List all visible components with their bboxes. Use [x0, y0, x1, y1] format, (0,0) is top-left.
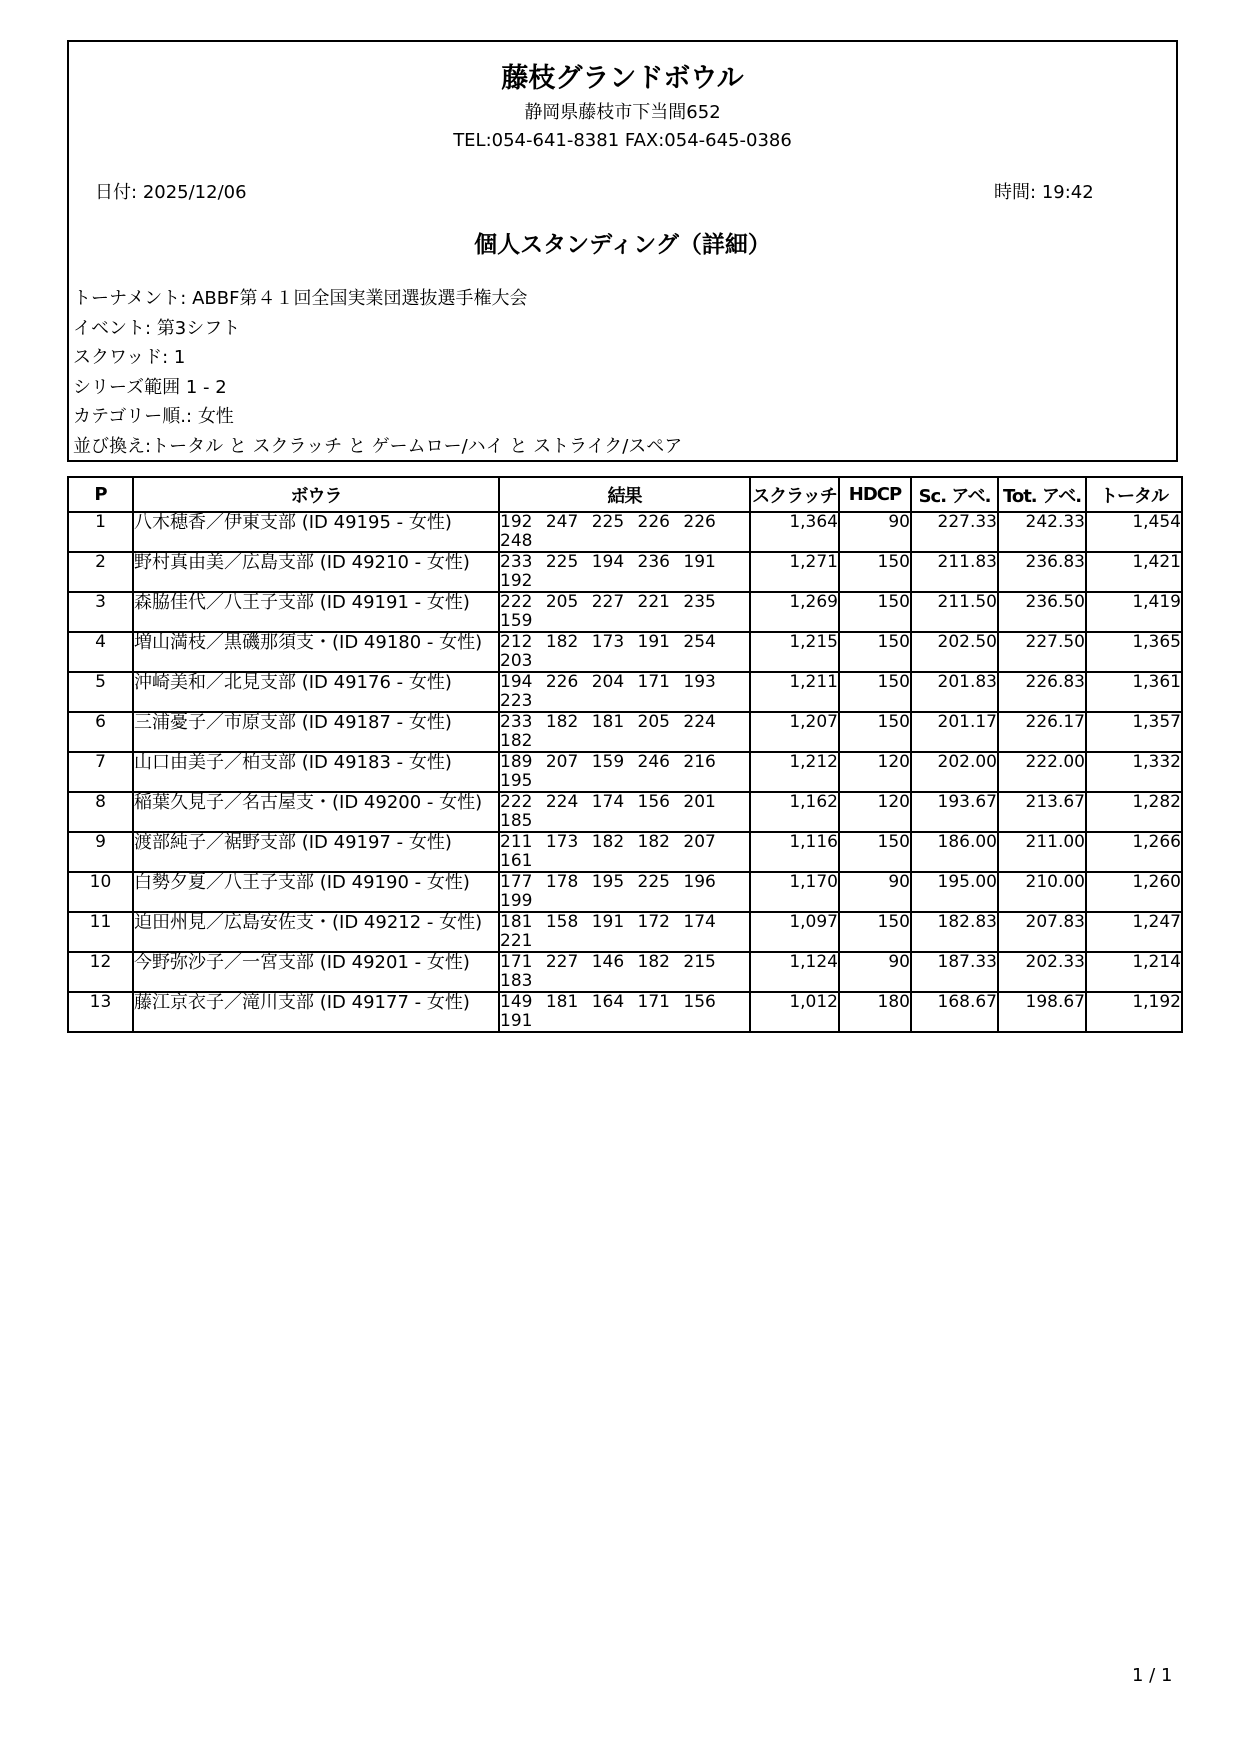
cell-pos: 12 [68, 952, 133, 992]
table-row [68, 992, 1182, 1032]
sort-value: トータル と スクラッチ と ゲームロー/ハイ と ストライク/スペア [151, 435, 683, 457]
bowler-name: 稲葉久見子／名古屋支・(ID 49200 - 女性) [134, 793, 483, 812]
cell-hdcp: 150 [839, 672, 911, 712]
bowler-name: 野村真由美／広島支部 (ID 49210 - 女性) [134, 553, 470, 572]
bowler-name: 渡部純子／裾野支部 (ID 49197 - 女性) [134, 833, 452, 852]
cell-scratch: 1,269 [750, 592, 839, 632]
info-tournament [73, 284, 682, 314]
cell-scratch: 1,116 [750, 832, 839, 872]
tournament-value: ABBF第４１回全国実業団選抜選手権大会 [192, 288, 528, 309]
cell-scratch: 1,162 [750, 792, 839, 832]
sort-label: 並び換え: [73, 435, 152, 457]
header-results: 結果 [499, 477, 750, 512]
bowler-name: 白勢夕夏／八王子支部 (ID 49190 - 女性) [134, 873, 470, 892]
cell-games [499, 872, 750, 912]
report-date [95, 178, 247, 204]
cell-pos: 3 [68, 592, 133, 632]
table-row [68, 672, 1182, 712]
cell-total: 1,419 [1086, 592, 1182, 632]
cell-bowler [133, 952, 499, 992]
cell-scratch: 1,097 [750, 912, 839, 952]
cell-bowler [133, 792, 499, 832]
cell-bowler [133, 592, 499, 632]
cell-total: 1,361 [1086, 672, 1182, 712]
cell-bowler [133, 872, 499, 912]
cell-games [499, 832, 750, 872]
cell-sc-avg: 202.00 [911, 752, 998, 792]
event-label: イベント: [73, 317, 152, 339]
cell-pos: 1 [68, 512, 133, 552]
game-scores: 177 178 195 225 196 199 [500, 872, 716, 911]
cell-tot-avg: 227.50 [998, 632, 1086, 672]
cell-tot-avg: 207.83 [998, 912, 1086, 952]
cell-sc-avg: 195.00 [911, 872, 998, 912]
bowler-name: 沖崎美和／北見支部 (ID 49176 - 女性) [134, 673, 452, 692]
bowler-name: 今野弥沙子／一宮支部 (ID 49201 - 女性) [134, 953, 470, 972]
cell-pos: 11 [68, 912, 133, 952]
table-row [68, 592, 1182, 632]
table-row [68, 512, 1182, 552]
game-scores: 192 247 225 226 226 248 [500, 512, 716, 551]
cell-hdcp: 150 [839, 712, 911, 752]
info-category [73, 402, 682, 432]
info-squad [73, 343, 682, 373]
cell-total: 1,214 [1086, 952, 1182, 992]
header-hdcp: HDCP [839, 477, 911, 512]
cell-pos: 4 [68, 632, 133, 672]
cell-sc-avg: 193.67 [911, 792, 998, 832]
venue-address: 静岡県藤枝市下当間652 [524, 102, 721, 123]
cell-tot-avg: 226.83 [998, 672, 1086, 712]
cell-scratch: 1,012 [750, 992, 839, 1032]
cell-bowler [133, 912, 499, 952]
standings-table [67, 476, 1183, 1033]
cell-games [499, 552, 750, 592]
cell-pos: 13 [68, 992, 133, 1032]
cell-bowler [133, 632, 499, 672]
table-row [68, 792, 1182, 832]
report-header [67, 40, 1178, 462]
game-scores: 211 173 182 182 207 161 [500, 832, 716, 871]
cell-bowler [133, 712, 499, 752]
cell-pos: 5 [68, 672, 133, 712]
info-series-range [73, 373, 682, 403]
cell-tot-avg: 198.67 [998, 992, 1086, 1032]
cell-pos: 9 [68, 832, 133, 872]
cell-tot-avg: 236.83 [998, 552, 1086, 592]
bowler-name: 山口由美子／柏支部 (ID 49183 - 女性) [134, 753, 452, 772]
category-label: カテゴリー順.: [73, 406, 193, 428]
cell-games [499, 912, 750, 952]
cell-games [499, 992, 750, 1032]
table-row [68, 832, 1182, 872]
cell-scratch: 1,364 [750, 512, 839, 552]
bowler-name: 八木穂香／伊東支部 (ID 49195 - 女性) [134, 513, 452, 532]
cell-bowler [133, 552, 499, 592]
cell-scratch: 1,212 [750, 752, 839, 792]
game-scores: 194 226 204 171 193 223 [500, 672, 716, 711]
cell-games [499, 512, 750, 552]
cell-sc-avg: 187.33 [911, 952, 998, 992]
cell-bowler [133, 512, 499, 552]
cell-games [499, 752, 750, 792]
cell-total: 1,357 [1086, 712, 1182, 752]
date-value: 2025/12/06 [142, 182, 247, 203]
series-label: シリーズ範囲 [73, 376, 181, 398]
game-scores: 222 224 174 156 201 185 [500, 792, 716, 831]
cell-pos: 8 [68, 792, 133, 832]
category-value: 女性 [197, 406, 234, 428]
cell-sc-avg: 186.00 [911, 832, 998, 872]
cell-hdcp: 150 [839, 592, 911, 632]
cell-tot-avg: 222.00 [998, 752, 1086, 792]
squad-value: 1 [173, 347, 186, 369]
table-header-row [68, 477, 1182, 512]
header-scratch: スクラッチ [750, 477, 839, 512]
cell-sc-avg: 211.50 [911, 592, 998, 632]
table-row [68, 552, 1182, 592]
header-bowler: ボウラ [133, 477, 499, 512]
game-scores: 233 182 181 205 224 182 [500, 712, 716, 751]
header-tot-avg: Tot. アベ. [998, 477, 1086, 512]
cell-hdcp: 90 [839, 512, 911, 552]
cell-hdcp: 120 [839, 752, 911, 792]
bowler-name: 迫田州見／広島安佐支・(ID 49212 - 女性) [134, 913, 483, 932]
cell-games [499, 712, 750, 752]
event-value: 第3シフト [156, 317, 241, 339]
table-row [68, 632, 1182, 672]
cell-games [499, 792, 750, 832]
cell-hdcp: 120 [839, 792, 911, 832]
venue-name: 藤枝グランドボウル [501, 63, 744, 94]
bowler-name: 増山満枝／黒磯那須支・(ID 49180 - 女性) [134, 633, 483, 652]
cell-tot-avg: 213.67 [998, 792, 1086, 832]
cell-pos: 2 [68, 552, 133, 592]
report-title: 個人スタンディング（詳細） [474, 232, 771, 258]
cell-hdcp: 90 [839, 952, 911, 992]
standings-body [68, 512, 1182, 1032]
table-row [68, 712, 1182, 752]
cell-total: 1,266 [1086, 832, 1182, 872]
cell-tot-avg: 210.00 [998, 872, 1086, 912]
cell-sc-avg: 201.17 [911, 712, 998, 752]
header-pos: P [68, 477, 133, 512]
table-row [68, 872, 1182, 912]
venue-contact: TEL:054-641-8381 FAX:054-645-0386 [453, 130, 792, 151]
cell-total: 1,454 [1086, 512, 1182, 552]
cell-tot-avg: 242.33 [998, 512, 1086, 552]
info-sort [73, 432, 682, 462]
cell-scratch: 1,124 [750, 952, 839, 992]
cell-bowler [133, 832, 499, 872]
game-scores: 149 181 164 171 156 191 [500, 992, 716, 1031]
cell-sc-avg: 227.33 [911, 512, 998, 552]
cell-total: 1,260 [1086, 872, 1182, 912]
game-scores: 222 205 227 221 235 159 [500, 592, 716, 631]
header-sc-avg: Sc. アベ. [911, 477, 998, 512]
cell-bowler [133, 672, 499, 712]
cell-sc-avg: 202.50 [911, 632, 998, 672]
cell-scratch: 1,271 [750, 552, 839, 592]
time-value: 19:42 [1041, 182, 1094, 203]
cell-pos: 6 [68, 712, 133, 752]
report-time [994, 178, 1094, 204]
info-event [73, 314, 682, 344]
game-scores: 171 227 146 182 215 183 [500, 952, 716, 991]
cell-total: 1,365 [1086, 632, 1182, 672]
cell-games [499, 672, 750, 712]
cell-total: 1,282 [1086, 792, 1182, 832]
cell-sc-avg: 182.83 [911, 912, 998, 952]
cell-pos: 10 [68, 872, 133, 912]
cell-hdcp: 150 [839, 632, 911, 672]
table-row [68, 752, 1182, 792]
cell-sc-avg: 211.83 [911, 552, 998, 592]
cell-sc-avg: 201.83 [911, 672, 998, 712]
cell-scratch: 1,215 [750, 632, 839, 672]
cell-tot-avg: 211.00 [998, 832, 1086, 872]
cell-games [499, 952, 750, 992]
squad-label: スクワッド: [73, 347, 169, 369]
cell-bowler [133, 992, 499, 1032]
cell-pos: 7 [68, 752, 133, 792]
cell-hdcp: 150 [839, 912, 911, 952]
time-label: 時間: [994, 182, 1037, 203]
cell-scratch: 1,170 [750, 872, 839, 912]
cell-games [499, 632, 750, 672]
bowler-name: 藤江京衣子／滝川支部 (ID 49177 - 女性) [134, 993, 470, 1012]
cell-hdcp: 180 [839, 992, 911, 1032]
bowler-name: 三浦憂子／市原支部 (ID 49187 - 女性) [134, 713, 452, 732]
cell-total: 1,421 [1086, 552, 1182, 592]
cell-sc-avg: 168.67 [911, 992, 998, 1032]
cell-tot-avg: 202.33 [998, 952, 1086, 992]
cell-bowler [133, 752, 499, 792]
table-row [68, 952, 1182, 992]
cell-scratch: 1,207 [750, 712, 839, 752]
header-total: トータル [1086, 477, 1182, 512]
game-scores: 233 225 194 236 191 192 [500, 552, 716, 591]
game-scores: 181 158 191 172 174 221 [500, 912, 716, 951]
cell-total: 1,332 [1086, 752, 1182, 792]
cell-hdcp: 150 [839, 552, 911, 592]
game-scores: 189 207 159 246 216 195 [500, 752, 716, 791]
cell-total: 1,247 [1086, 912, 1182, 952]
date-label: 日付: [95, 182, 138, 203]
cell-games [499, 592, 750, 632]
cell-hdcp: 90 [839, 872, 911, 912]
tournament-info [73, 284, 682, 462]
cell-scratch: 1,211 [750, 672, 839, 712]
cell-tot-avg: 236.50 [998, 592, 1086, 632]
cell-hdcp: 150 [839, 832, 911, 872]
series-value: 1 - 2 [185, 376, 227, 398]
page-number: 1 / 1 [1132, 1665, 1173, 1686]
game-scores: 212 182 173 191 254 203 [500, 632, 716, 671]
bowler-name: 森脇佳代／八王子支部 (ID 49191 - 女性) [134, 593, 470, 612]
tournament-label: トーナメント: [73, 288, 187, 309]
cell-tot-avg: 226.17 [998, 712, 1086, 752]
cell-total: 1,192 [1086, 992, 1182, 1032]
table-row [68, 912, 1182, 952]
